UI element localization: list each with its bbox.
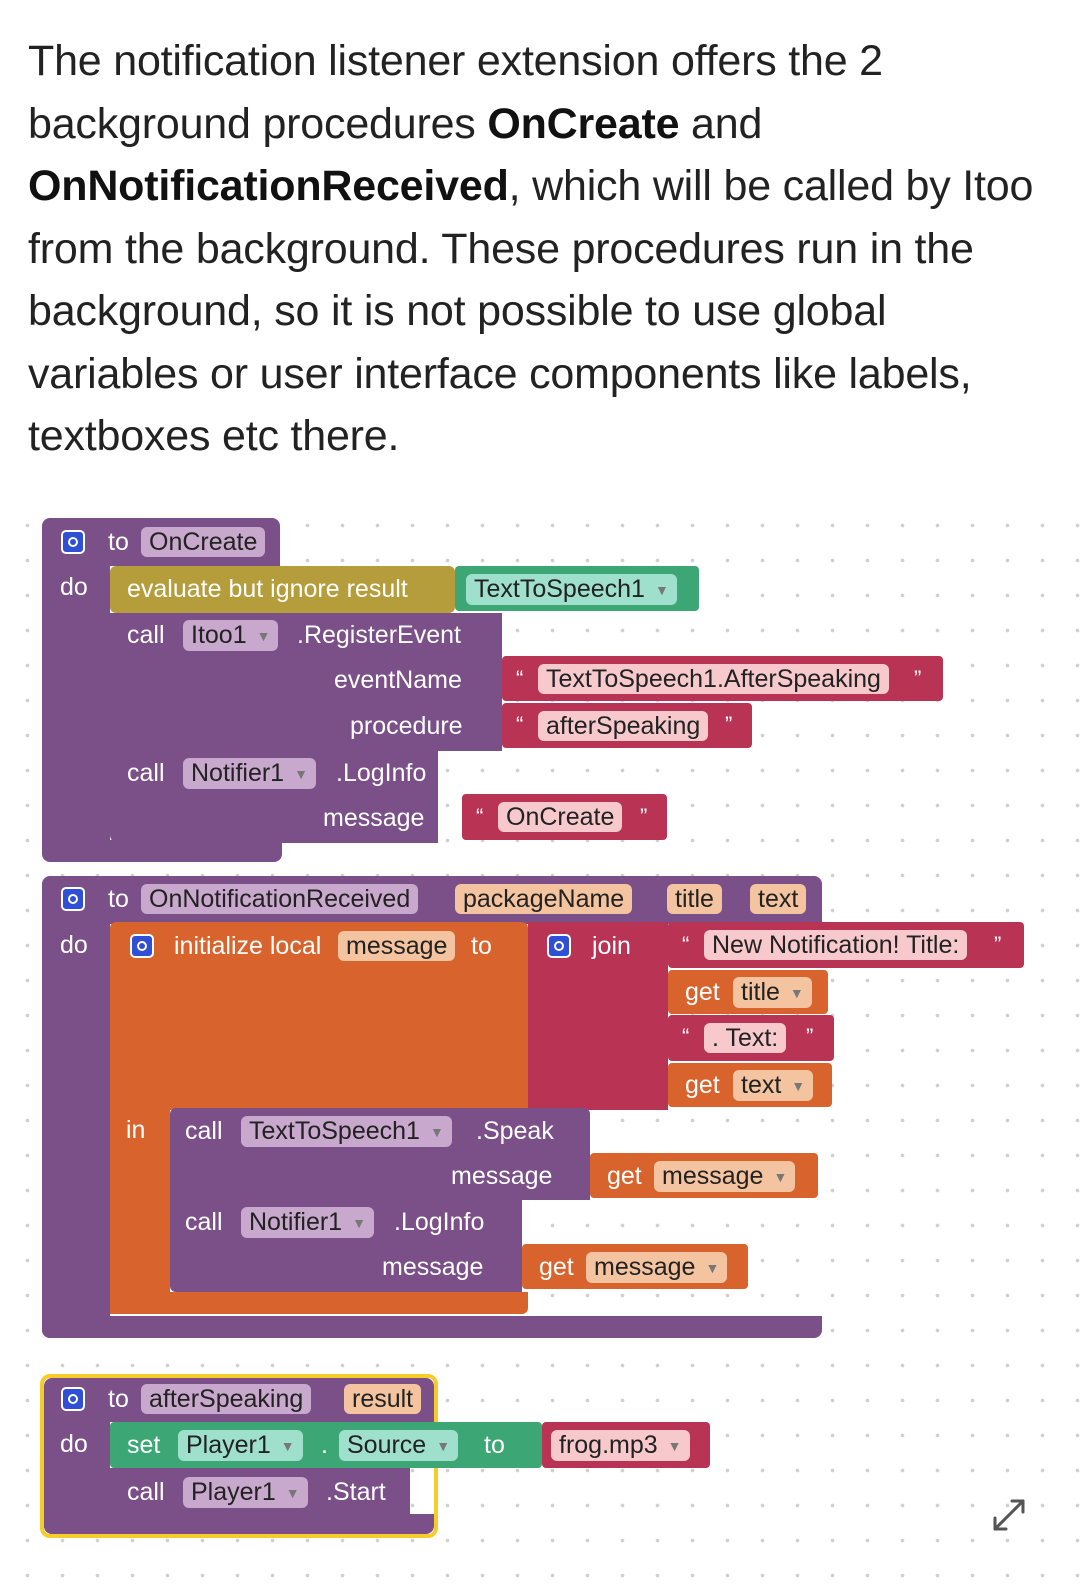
call-label: call <box>185 1117 223 1145</box>
to-label: to <box>471 932 492 960</box>
dot-label: . <box>321 1431 328 1459</box>
param-text[interactable]: text <box>750 884 806 914</box>
in-label: in <box>126 1116 146 1144</box>
gear-icon[interactable] <box>547 934 571 958</box>
message-socket-label: message <box>451 1162 553 1190</box>
intro-bold-onnotificationreceived: OnNotificationReceived <box>28 162 509 210</box>
onnotif-do-rail <box>42 923 110 1338</box>
dropdown-arrow-icon: ▼ <box>352 1215 366 1232</box>
dropdown-arrow-icon: ▼ <box>436 1438 451 1455</box>
dropdown-arrow-icon: ▼ <box>280 1438 295 1455</box>
local-var-name-field[interactable]: message <box>338 931 455 961</box>
itoo-component-label: Itoo1 <box>191 621 247 649</box>
join-label: join <box>592 932 631 960</box>
initialize-local-label: initialize local <box>174 932 322 960</box>
dropdown-arrow-icon: ▼ <box>667 1438 682 1455</box>
get-text-var: text <box>741 1071 782 1099</box>
player-component-label: Player1 <box>186 1431 271 1459</box>
get-label: get <box>607 1162 642 1190</box>
eventname-text-field[interactable]: TextToSpeech1.AfterSpeaking <box>538 664 889 694</box>
get-label: get <box>685 1071 720 1099</box>
dropdown-arrow-icon: ▼ <box>773 1169 788 1186</box>
oncreate-do-label: do <box>60 573 88 601</box>
eventname-socket-label: eventName <box>334 666 462 694</box>
open-quote-icon: “ <box>516 666 524 691</box>
get-title-dropdown[interactable] <box>733 977 812 1008</box>
open-quote-icon: “ <box>682 1024 690 1049</box>
dropdown-arrow-icon: ▼ <box>256 628 271 645</box>
notifier-component-dropdown[interactable] <box>241 1207 374 1238</box>
call-label: call <box>127 621 165 649</box>
notifier-component-dropdown[interactable] <box>183 758 316 789</box>
tts-component-dropdown[interactable] <box>466 574 677 605</box>
notifier-component-label: Notifier1 <box>191 759 285 787</box>
oncreate-footer <box>42 840 282 862</box>
speak-method-label: .Speak <box>476 1117 554 1145</box>
file-asset-dropdown[interactable] <box>551 1430 690 1461</box>
initialize-local-footer <box>110 1292 528 1314</box>
player2-component-dropdown[interactable] <box>183 1477 308 1508</box>
call-label: call <box>185 1208 223 1236</box>
dropdown-arrow-icon: ▼ <box>654 582 669 599</box>
param-packagename[interactable]: packageName <box>455 884 632 914</box>
notifier-component-label: Notifier1 <box>249 1208 343 1236</box>
close-quote-icon: ” <box>914 666 922 691</box>
set-label: set <box>127 1431 161 1459</box>
close-quote-icon: ” <box>640 804 648 829</box>
to-label: to <box>484 1431 505 1459</box>
intro-text-2: and <box>679 99 763 148</box>
gear-icon[interactable] <box>61 1387 85 1411</box>
source-property-label: Source <box>347 1431 427 1459</box>
oncreate-do-rail <box>42 565 110 860</box>
param-title[interactable]: title <box>667 884 722 914</box>
gear-icon[interactable] <box>61 530 85 554</box>
loginfo-method-label: .LogInfo <box>394 1208 485 1236</box>
oncreate-text-field[interactable]: OnCreate <box>498 802 622 832</box>
tts-speak-component-label: TextToSpeech1 <box>249 1117 420 1145</box>
player2-component-label: Player1 <box>191 1478 276 1506</box>
call-label: call <box>127 759 165 787</box>
open-quote-icon: “ <box>476 804 484 829</box>
procedure-text-field[interactable]: afterSpeaking <box>538 711 708 741</box>
onnotif-footer <box>42 1316 822 1338</box>
text-label-text-field[interactable]: . Text: <box>704 1023 786 1053</box>
file-asset-label: frog.mp3 <box>559 1431 658 1459</box>
onnotif-to-label: to <box>108 885 129 913</box>
onnotif-do-label: do <box>60 931 88 959</box>
intro-bold-oncreate: OnCreate <box>487 99 680 148</box>
dropdown-arrow-icon: ▼ <box>294 766 308 783</box>
dropdown-arrow-icon: ▼ <box>791 1078 806 1095</box>
dropdown-arrow-icon: ▼ <box>285 1485 300 1502</box>
expand-icon[interactable] <box>988 1494 1030 1536</box>
get-label: get <box>539 1253 574 1281</box>
get-message-var: message <box>662 1162 764 1190</box>
dropdown-arrow-icon: ▼ <box>705 1260 720 1277</box>
get-message-dropdown[interactable] <box>654 1161 795 1192</box>
dropdown-arrow-icon: ▼ <box>429 1124 444 1141</box>
get-message-var: message <box>594 1253 696 1281</box>
get-text-dropdown[interactable] <box>733 1070 813 1101</box>
tts-component-label: TextToSpeech1 <box>474 575 645 603</box>
afterspeaking-name-field[interactable]: afterSpeaking <box>141 1384 311 1414</box>
loginfo-method-label: .LogInfo <box>336 759 427 787</box>
get-message-dropdown-2[interactable] <box>586 1252 727 1283</box>
evaluate-ignore-label: evaluate but ignore result <box>127 575 408 603</box>
player-component-dropdown[interactable] <box>178 1430 303 1461</box>
intro-text-3: , which will be called by Itoo from the background. These procedures run in the background, so it is not possible to use global variables or user interface components like labels, textboxes etc there. <box>28 162 1034 460</box>
message-socket-label: message <box>323 804 425 832</box>
gear-icon[interactable] <box>61 887 85 911</box>
close-quote-icon: ” <box>725 712 733 737</box>
gear-icon[interactable] <box>130 934 154 958</box>
intro-paragraph <box>28 30 1058 468</box>
param-result[interactable]: result <box>344 1384 421 1414</box>
oncreate-to-label: to <box>108 528 129 556</box>
tts-speak-component-dropdown[interactable] <box>241 1116 452 1147</box>
oncreate-name-field[interactable]: OnCreate <box>141 527 265 557</box>
source-property-dropdown[interactable] <box>339 1430 458 1461</box>
afterspeaking-do-label: do <box>60 1430 88 1458</box>
close-quote-icon: ” <box>806 1024 814 1049</box>
itoo-component-dropdown[interactable] <box>183 620 278 651</box>
call-label: call <box>127 1478 165 1506</box>
procedure-socket-label: procedure <box>350 712 463 740</box>
open-quote-icon: “ <box>516 712 524 737</box>
registerevent-method-label: .RegisterEvent <box>297 621 461 649</box>
intro-text-1: The notification listener extension offers the 2 background procedures <box>28 37 883 148</box>
onnotif-name-field[interactable]: OnNotificationReceived <box>141 884 418 914</box>
get-label: get <box>685 978 720 1006</box>
open-quote-icon: “ <box>682 932 690 957</box>
message-socket-label: message <box>382 1253 484 1281</box>
close-quote-icon: ” <box>994 932 1002 957</box>
dropdown-arrow-icon: ▼ <box>789 985 804 1002</box>
afterspeaking-to-label: to <box>108 1385 129 1413</box>
title-text-field[interactable]: New Notification! Title: <box>704 930 967 960</box>
start-method-label: .Start <box>326 1478 386 1506</box>
get-title-var: title <box>741 978 780 1006</box>
afterspeaking-footer <box>44 1514 434 1534</box>
